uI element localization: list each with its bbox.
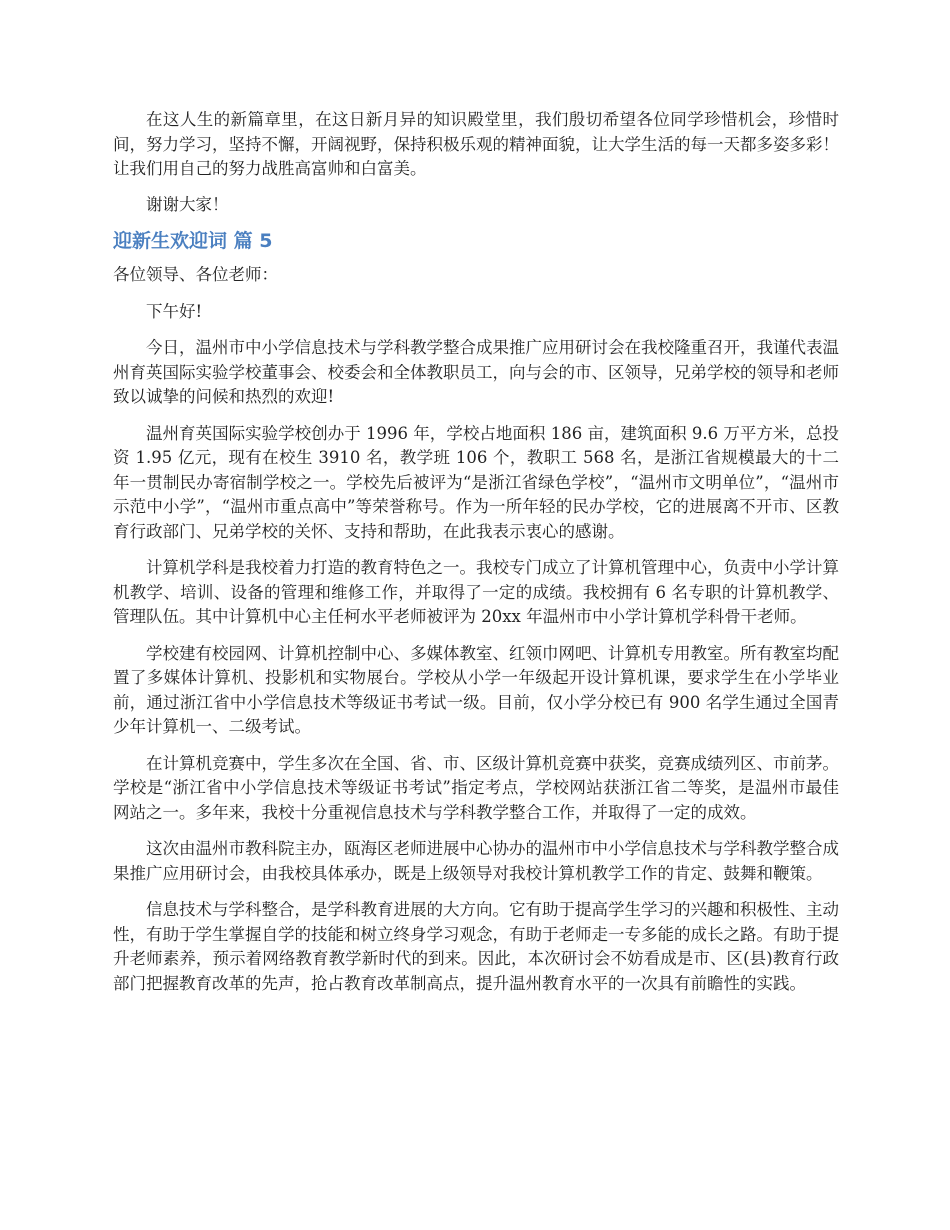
body-paragraph: 计算机学科是我校着力打造的教育特色之一。我校专门成立了计算机管理中心，负责中小学计算机教学、培训、设备的管理和维修工作，并取得了一定的成绩。我校拥有 6 名专职的计算机教学、管理队伍。其中计算机中心主任柯水平老师被评为 20xx 年温州市中小学计算机学科骨干老师。 xyxy=(113,558,839,626)
salutation: 各位领导、各位老师： xyxy=(113,265,278,284)
body-paragraph: 信息技术与学科整合，是学科教育进展的大方向。它有助于提高学生学习的兴趣和积极性、主动性，有助于学生掌握自学的技能和树立终身学习观念，有助于老师走一专多能的成长之路。有助于提升老师素养，预示着网络教育教学新时代的到来。因此，本次研讨会不妨看成是市、区(县)教育行政部门把握教育改革的先声，抢占教育改革制高点，提升温州教育水平的一次具有前瞻性的实践。 xyxy=(113,900,839,993)
body-paragraph: 这次由温州市教科院主办，瓯海区老师进展中心协办的温州市中小学信息技术与学科教学整合成果推广应用研讨会，由我校具体承办，既是上级领导对我校计算机教学工作的肯定、鼓舞和鞭策。 xyxy=(113,839,839,883)
thanks-paragraph: 谢谢大家！ xyxy=(146,194,229,214)
body-paragraph: 今日，温州市中小学信息技术与学科教学整合成果推广应用研讨会在我校隆重召开，我谨代表温州育英国际实验学校董事会、校委会和全体教职员工，向与会的市、区领导，兄弟学校的领导和老师致以诚挚的问候和热烈的欢迎! xyxy=(113,338,839,406)
body-paragraph: 在计算机竞赛中，学生多次在全国、省、市、区级计算机竞赛中获奖，竞赛成绩列区、市前茅。学校是“浙江省中小学信息技术等级证书考试”指定考点，学校网站获浙江省二等奖，是温州市最佳网站之一。多年来，我校十分重视信息技术与学科教学整合工作，并取得了一定的成效。 xyxy=(113,753,839,822)
document-page xyxy=(113,108,839,1008)
body-paragraph: 学校建有校园网、计算机控制中心、多媒体教室、红领巾网吧、计算机专用教室。所有教室均配置了多媒体计算机、投影机和实物展台。学校从小学一年级起开设计算机课，要求学生在小学毕业前，通过浙江省中小学信息技术等级证书考试一级。目前，仅小学分校已有 900 名学生通过全国青少年计算机一、二级考试。 xyxy=(113,643,839,736)
intro-paragraph: 在这人生的新篇章里，在这日新月异的知识殿堂里，我们殷切希望各位同学珍惜机会，珍惜时间，努力学习，坚持不懈，开阔视野，保持积极乐观的精神面貌，让大学生活的每一天都多姿多彩！让我们用自己的努力战胜高富帅和白富美。 xyxy=(113,110,839,178)
body-paragraph: 温州育英国际实验学校创办于 1996 年，学校占地面积 186 亩，建筑面积 9.6 万平方米，总投资 1.95 亿元，现有在校生 3910 名，教学班 106 个，教职工 568 名，是浙江省规模最大的十二年一贯制民办寄宿制学校之一。学校先后被评为“是浙江省绿色学校”，“温州市文明单位”，“温州市示范中小学”，“温州市重点高中”等荣誉称号。作为一所年轻的民办学校，它的进展离不开市、区教育行政部门、兄弟学校的关怀、支持和帮助，在此我表示衷心的感谢。 xyxy=(113,423,839,541)
section-title: 迎新生欢迎词 篇 5 xyxy=(113,230,273,252)
greeting: 下午好! xyxy=(146,301,203,321)
